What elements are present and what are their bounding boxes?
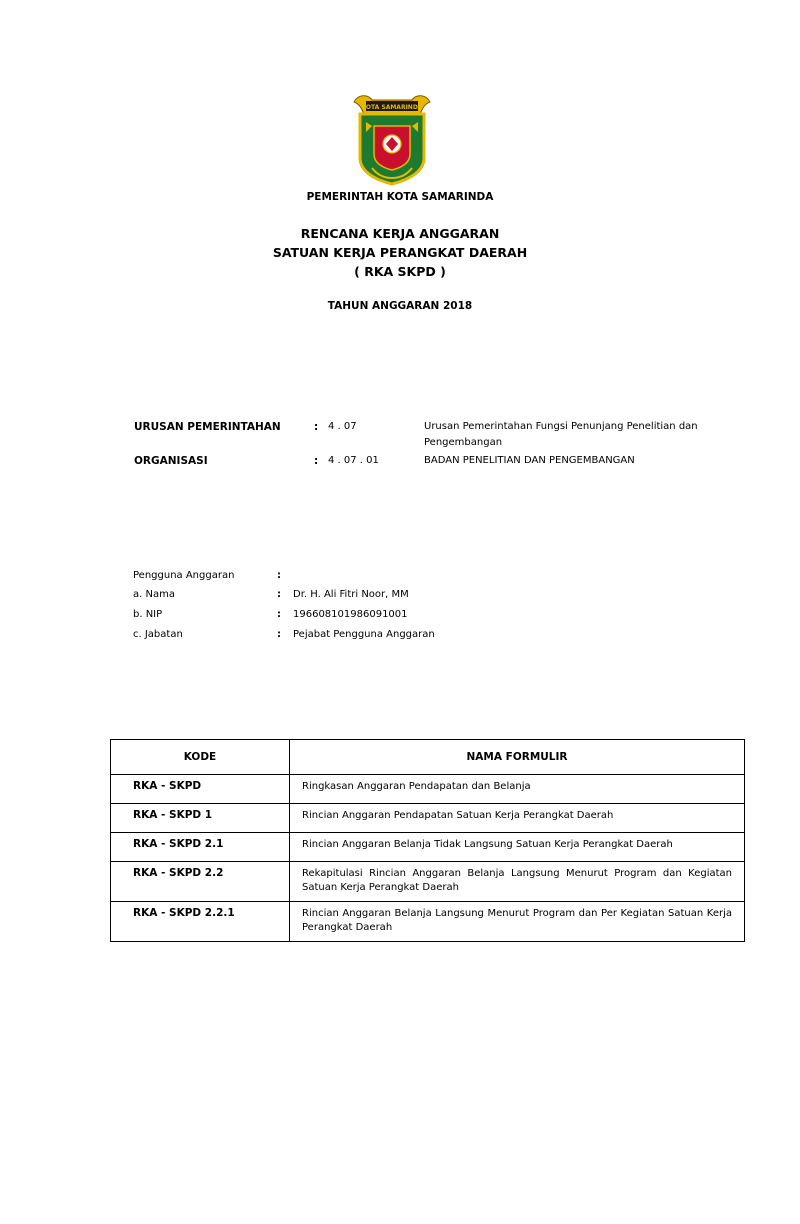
form-code: RKA - SKPD 2.1 [111, 833, 290, 862]
jabatan-value: Pejabat Pengguna Anggaran [293, 629, 435, 640]
table-header-row [111, 740, 745, 775]
form-code: RKA - SKPD 1 [111, 804, 290, 833]
city-emblem-logo [352, 92, 432, 186]
form-name: Ringkasan Anggaran Pendapatan dan Belanja [290, 775, 745, 804]
form-code: RKA - SKPD 2.2 [111, 862, 290, 902]
organisasi-value: BADAN PENELITIAN DAN PENGEMBANGAN [424, 455, 635, 466]
organisasi-code: 4 . 07 . 01 [328, 455, 379, 466]
organisasi-colon: : [314, 455, 319, 467]
form-name: Rincian Anggaran Pendapatan Satuan Kerja Perangkat Daerah [290, 804, 745, 833]
urusan-value-line1: Urusan Pemerintahan Fungsi Penunjang Penelitian dan [424, 421, 698, 432]
jabatan-label: c. Jabatan [133, 629, 183, 640]
pengguna-heading: Pengguna Anggaran [133, 570, 235, 581]
nama-value: Dr. H. Ali Fitri Noor, MM [293, 589, 409, 600]
jabatan-colon: : [277, 629, 281, 640]
fiscal-year: TAHUN ANGGARAN 2018 [327, 300, 473, 312]
nip-value: 196608101986091001 [293, 609, 408, 620]
header-kode: KODE [111, 740, 290, 775]
form-name: Rincian Anggaran Belanja Langsung Menurut Program dan Per Kegiatan Satuan Kerja Perangkat Daerah [290, 902, 745, 942]
urusan-code: 4 . 07 [328, 421, 357, 432]
form-code: RKA - SKPD [111, 775, 290, 804]
form-name: Rekapitulasi Rincian Anggaran Belanja Langsung Menurut Program dan Kegiatan Satuan Kerja Perangkat Daerah [290, 862, 745, 902]
table-row [111, 833, 745, 862]
urusan-label: URUSAN PEMERINTAHAN [134, 421, 281, 433]
title-line-1: RENCANA KERJA ANGGARAN [300, 226, 500, 241]
table-row [111, 804, 745, 833]
form-code: RKA - SKPD 2.2.1 [111, 902, 290, 942]
urusan-value-line2: Pengembangan [424, 437, 503, 448]
table-row [111, 902, 745, 942]
nama-colon: : [277, 589, 281, 600]
government-name: PEMERINTAH KOTA SAMARINDA [306, 191, 494, 203]
svg-text:KOTA SAMARINDA: KOTA SAMARINDA [361, 104, 423, 111]
pengguna-colon: : [277, 570, 281, 581]
urusan-colon: : [314, 421, 319, 433]
organisasi-label: ORGANISASI [134, 455, 208, 467]
nama-label: a. Nama [133, 589, 175, 600]
forms-table [110, 739, 745, 942]
table-row [111, 862, 745, 902]
header-nama-formulir: NAMA FORMULIR [290, 740, 745, 775]
form-name: Rincian Anggaran Belanja Tidak Langsung Satuan Kerja Perangkat Daerah [290, 833, 745, 862]
title-line-3: ( RKA SKPD ) [354, 264, 446, 279]
table-row [111, 775, 745, 804]
nip-label: b. NIP [133, 609, 163, 620]
title-line-2: SATUAN KERJA PERANGKAT DAERAH [272, 245, 528, 260]
nip-colon: : [277, 609, 281, 620]
